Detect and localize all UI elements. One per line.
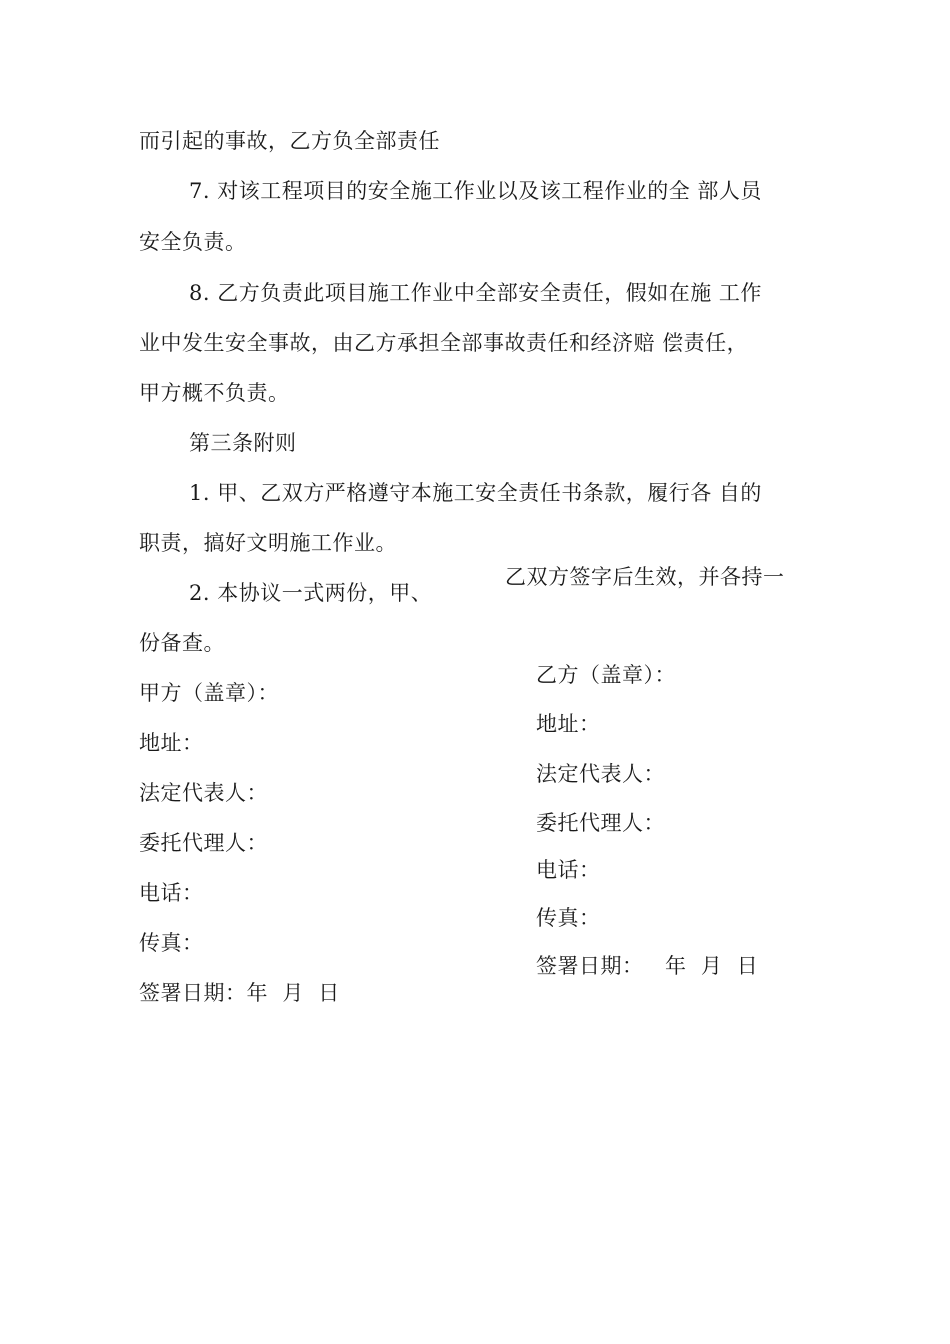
party-b-fax-label: 传真： [536, 906, 601, 930]
article-3-title: 第三条附则 [189, 431, 297, 455]
party-b-address-label: 地址： [536, 712, 601, 736]
body-text-line: 而引起的事故，乙方负全部责任 [139, 129, 440, 153]
article-3-item-2-continued: 乙双方签字后生效，并各持一 [505, 565, 785, 589]
party-b-agent-label: 委托代理人： [536, 811, 665, 835]
party-a-sign-date-label: 签署日期：年 月 日 [139, 981, 340, 1005]
party-b-legal-rep-label: 法定代表人： [536, 762, 665, 786]
clause-8-line-3: 甲方概不负责。 [139, 381, 290, 405]
party-b-sign-date-label: 签署日期： 年 月 日 [536, 954, 759, 978]
party-a-legal-rep-label: 法定代表人： [139, 781, 268, 805]
party-b-phone-label: 电话： [536, 858, 601, 882]
party-a-seal-label: 甲方（盖章）： [139, 681, 279, 705]
party-a-address-label: 地址： [139, 731, 204, 755]
article-3-item-1-line-1: 1. 甲、乙双方严格遵守本施工安全责任书条款，履行各 自的 [189, 481, 762, 505]
clause-7-line-2: 安全负责。 [139, 230, 247, 254]
party-a-fax-label: 传真： [139, 931, 204, 955]
clause-8-line-1: 8. 乙方负责此项目施工作业中全部安全责任，假如在施 工作 [189, 281, 762, 305]
party-b-seal-label: 乙方（盖章）： [536, 663, 676, 687]
article-3-item-2-line-1: 2. 本协议一式两份，甲、 [189, 581, 433, 605]
party-a-agent-label: 委托代理人： [139, 831, 268, 855]
article-3-item-2-line-2: 份备查。 [139, 631, 225, 655]
party-a-phone-label: 电话： [139, 881, 204, 905]
clause-8-line-2: 业中发生安全事故，由乙方承担全部事故责任和经济赔 偿责任， [139, 331, 749, 355]
clause-7-line-1: 7. 对该工程项目的安全施工作业以及该工程作业的全 部人员 [189, 179, 762, 203]
article-3-item-1-line-2: 职责，搞好文明施工作业。 [139, 531, 397, 555]
